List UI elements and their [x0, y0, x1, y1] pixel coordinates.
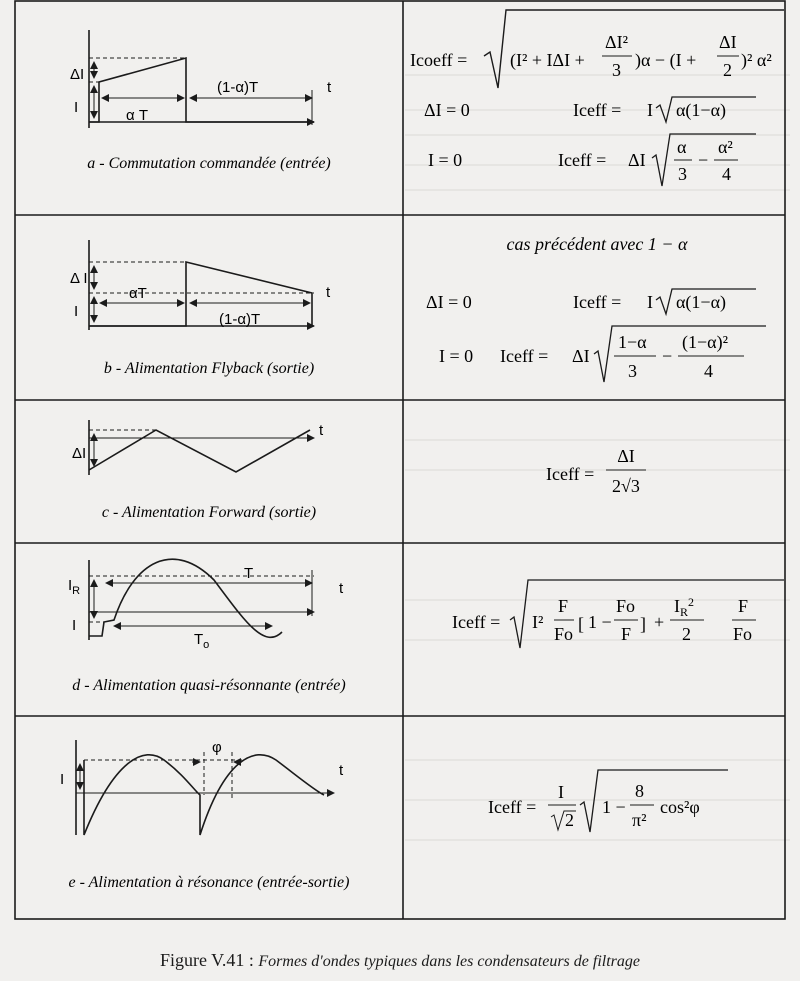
label-t: t — [327, 79, 332, 96]
svg-text:−: − — [698, 150, 709, 170]
figure-caption — [0, 950, 800, 971]
svg-text:α: α — [677, 137, 687, 157]
formula-a2-lhs: Iceff = — [573, 100, 622, 120]
label-t: t — [339, 580, 344, 597]
row-b-caption: b - Alimentation Flyback (sortie) — [103, 360, 315, 377]
label-t: t — [339, 762, 344, 779]
figure-caption-text: Formes d'ondes typiques dans les condensateurs de filtrage — [258, 953, 640, 970]
svg-text:F: F — [558, 596, 569, 616]
svg-text:F: F — [738, 596, 749, 616]
formula-a3-lhs: Iceff = — [558, 150, 607, 170]
label-t0: $T_o$ — [194, 631, 210, 651]
row-a-waveform — [89, 30, 314, 128]
svg-text:)α − (I +: )α − (I + — [635, 50, 697, 70]
label-delta-i: ΔI — [70, 66, 85, 83]
row-d-caption: d - Alimentation quasi-résonnante (entrée) — [72, 677, 346, 694]
label-alpha-t: α T — [126, 107, 149, 124]
row-b-labels — [70, 270, 331, 377]
label-phi: φ — [212, 739, 222, 756]
label-delta-i: Δ I — [70, 270, 88, 287]
formula-d1-lhs: Iceff = — [452, 612, 501, 632]
svg-text:(I² + IΔI +: (I² + IΔI + — [510, 50, 585, 70]
row-e-waveform — [76, 740, 334, 835]
figure-separator: : — [244, 950, 259, 970]
svg-text:+: + — [654, 612, 665, 632]
svg-text:π²: π² — [632, 810, 647, 830]
label-alpha-t: αT — [129, 285, 147, 302]
svg-text:ΔI: ΔI — [572, 346, 590, 366]
formula-c1-num: ΔI — [617, 446, 635, 466]
svg-text:2: 2 — [723, 60, 732, 80]
svg-text:α²: α² — [718, 137, 733, 157]
row-c-caption: c - Alimentation Forward (sortie) — [101, 504, 317, 521]
svg-text:3: 3 — [612, 60, 621, 80]
svg-text:cos²φ: cos²φ — [660, 797, 700, 817]
label-i: I — [74, 303, 79, 320]
svg-text:2: 2 — [565, 810, 574, 830]
row-a-labels — [70, 66, 332, 172]
label-ir: $I_R$ — [68, 577, 81, 597]
svg-text:ΔI: ΔI — [628, 150, 646, 170]
svg-text:F: F — [621, 624, 632, 644]
figure-table — [14, 0, 786, 920]
label-delta-i: ΔI — [72, 445, 87, 462]
svg-text:3: 3 — [628, 361, 637, 381]
row-d-labels — [68, 565, 346, 694]
svg-text:Fo: Fo — [733, 624, 753, 644]
formula-b2-lhs: Iceff = — [500, 346, 549, 366]
formula-a1-lhs: Icoeff = — [410, 50, 468, 70]
svg-text:(1−α)²: (1−α)² — [682, 332, 728, 352]
svg-text:2: 2 — [682, 624, 691, 644]
row-e-formulas — [488, 770, 728, 832]
row-b-waveform — [89, 240, 314, 330]
formula-b1-cond: ΔI = 0 — [426, 292, 472, 312]
svg-text:8: 8 — [635, 781, 644, 801]
svg-text:I: I — [647, 100, 653, 120]
row-a-caption: a - Commutation commandée (entrée) — [87, 155, 331, 172]
svg-text:Fo: Fo — [616, 596, 636, 616]
svg-text:ΔI²: ΔI² — [605, 32, 628, 52]
svg-text:[: [ — [578, 614, 584, 634]
formula-c1-den: 2√3 — [612, 476, 640, 496]
figure-label: Figure V.41 — [160, 950, 245, 970]
svg-text:1−α: 1−α — [618, 332, 647, 352]
svg-text:ΔI: ΔI — [719, 32, 737, 52]
formula-a3-cond: I = 0 — [428, 150, 463, 170]
svg-text:]: ] — [640, 614, 646, 634]
svg-text:−: − — [662, 346, 673, 366]
row-e-caption: e - Alimentation à résonance (entrée-sortie) — [68, 874, 350, 891]
label-i: I — [72, 617, 77, 634]
row-a-formulas — [410, 10, 784, 186]
row-c-formulas — [546, 446, 646, 496]
row-b-note: cas précédent avec 1 − α — [506, 234, 688, 254]
label-t: t — [326, 284, 331, 301]
svg-text:I²: I² — [532, 612, 544, 632]
svg-text:4: 4 — [722, 164, 731, 184]
svg-text:I: I — [647, 292, 653, 312]
label-i: I — [60, 771, 65, 788]
row-d-formulas — [452, 580, 784, 648]
label-one-minus-alpha-t: (1-α)T — [217, 79, 259, 96]
label-t-period: T — [244, 565, 254, 582]
svg-text:3: 3 — [678, 164, 687, 184]
label-t: t — [319, 422, 324, 439]
row-d-waveform — [89, 559, 314, 640]
svg-text:α(1−α): α(1−α) — [676, 292, 727, 312]
row-b-formulas — [426, 234, 766, 382]
svg-text:I: I — [558, 782, 564, 802]
formula-a2-cond: ΔI = 0 — [424, 100, 470, 120]
svg-text:)² α²: )² α² — [741, 50, 772, 70]
formula-b2-cond: I = 0 — [439, 346, 474, 366]
formula-e1-lhs: Iceff = — [488, 797, 537, 817]
svg-text:IR2: $I_R^2$ — [674, 595, 695, 619]
svg-text:1 −: 1 − — [602, 797, 626, 817]
row-c-waveform — [89, 420, 314, 475]
row-e-labels — [60, 739, 349, 891]
formula-c1-lhs: Iceff = — [546, 464, 595, 484]
label-one-minus-alpha-t: (1-α)T — [219, 311, 261, 328]
svg-text:Fo: Fo — [554, 624, 574, 644]
label-i: I — [74, 99, 79, 116]
svg-text:1 −: 1 − — [588, 612, 612, 632]
formula-b1-lhs: Iceff = — [573, 292, 622, 312]
svg-text:α(1−α): α(1−α) — [676, 100, 727, 120]
svg-text:4: 4 — [704, 361, 713, 381]
row-c-labels — [72, 422, 324, 521]
